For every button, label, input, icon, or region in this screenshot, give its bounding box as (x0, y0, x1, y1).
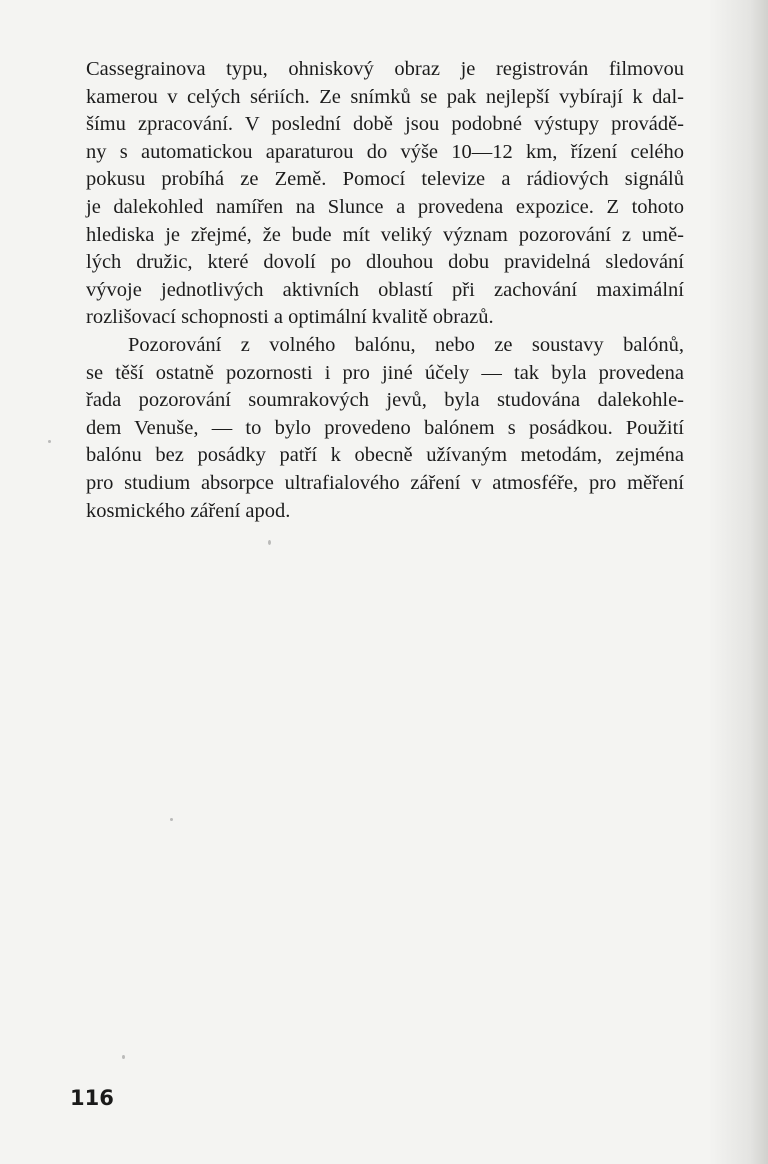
text-line: řada pozorování soumrakových jevů, byla studována dalekohle- (86, 389, 684, 412)
text-line: šímu zpracování. V poslední době jsou podobné výstupy provádě- (86, 113, 684, 136)
text-line: Pozorování z volného balónu, nebo ze soustavy balónů, (128, 333, 684, 356)
page-edge-shadow (708, 0, 768, 1164)
text-line: kamerou v celých sériích. Ze snímků se pak nejlepší vybírají k dal- (86, 85, 684, 108)
text-line: je dalekohled namířen na Slunce a provedena expozice. Z tohoto (86, 195, 684, 218)
text-line: rozlišovací schopnosti a optimální kvalitě obrazů. (86, 306, 494, 329)
text-line: pokusu probíhá ze Země. Pomocí televize a rádiových signálů (86, 168, 684, 191)
body-text (86, 56, 684, 525)
text-line: balónu bez posádky patří k obecně užívaným metodám, zejména (86, 444, 684, 467)
text-line: hlediska je zřejmé, že bude mít veliký význam pozorování z umě- (86, 223, 684, 246)
text-line: Cassegrainova typu, ohniskový obraz je registrován filmovou (86, 58, 684, 80)
paper-speck (48, 440, 51, 443)
text-line: pro studium absorpce ultrafialového záření v atmosféře, pro měření (86, 471, 684, 494)
text-line: vývoje jednotlivých aktivních oblastí při zachování maximální (86, 278, 684, 301)
paper-speck (170, 818, 173, 821)
page-number: 116 (70, 1086, 114, 1110)
text-line: se těší ostatně pozornosti i pro jiné účely — tak byla provedena (86, 361, 684, 384)
text-line: dem Venuše, — to bylo provedeno balónem s posádkou. Použití (86, 416, 684, 439)
text-line: ny s automatickou aparaturou do výše 10—12 km, řízení celého (86, 140, 684, 163)
paper-speck (268, 540, 271, 545)
text-line: lých družic, které dovolí po dlouhou dobu pravidelná sledování (86, 251, 684, 274)
paper-speck (122, 1055, 125, 1059)
text-line: kosmického záření apod. (86, 499, 291, 522)
